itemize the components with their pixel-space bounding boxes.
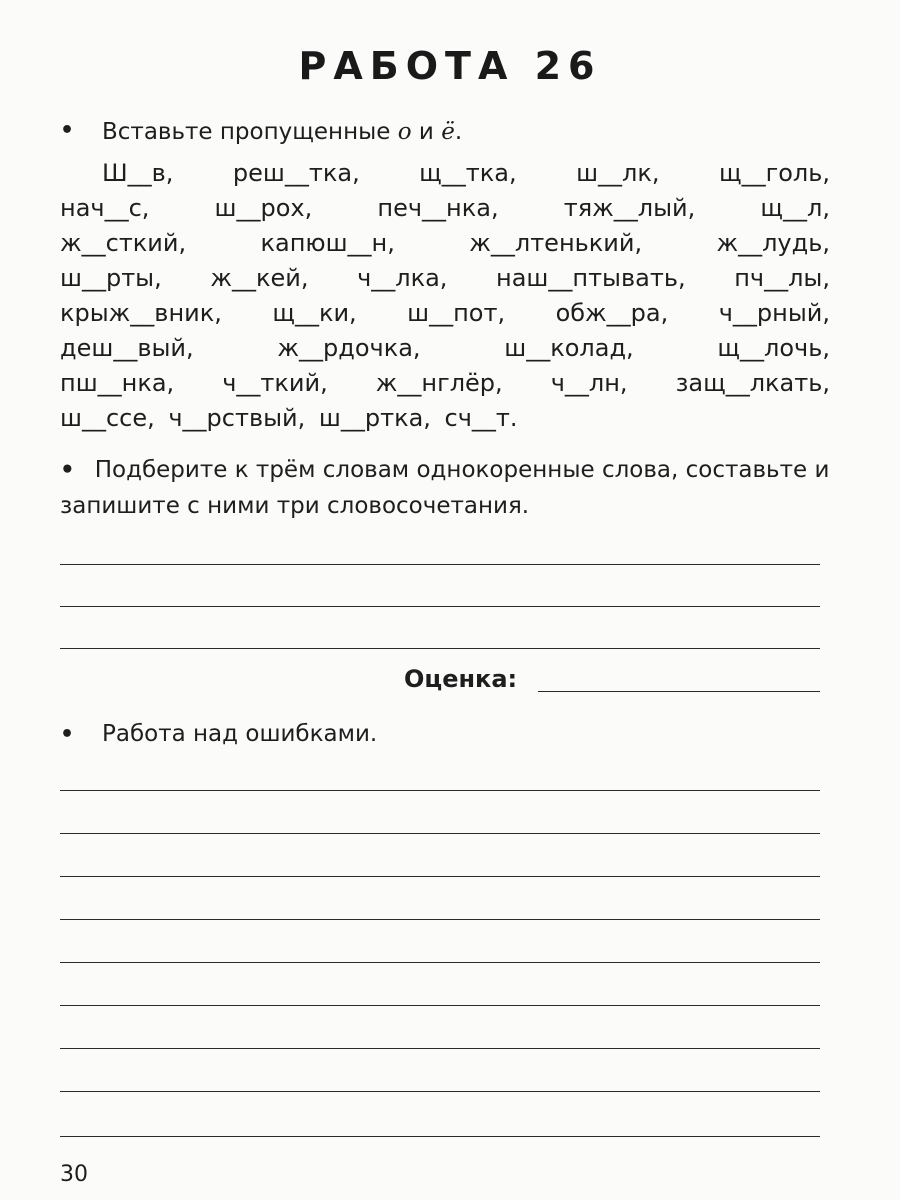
grade-field[interactable]	[538, 691, 820, 692]
exercise-line: ш__ссе, ч__рствый, ш__ртка, сч__т.	[60, 404, 518, 432]
instruction-prefix: Вставьте пропущенные	[102, 119, 398, 145]
writing-line[interactable]	[60, 564, 820, 565]
page-number: 30	[60, 1162, 88, 1187]
grade-label: Оценка:	[404, 665, 518, 693]
writing-line[interactable]	[60, 1005, 820, 1006]
instruction-conj: и	[411, 119, 442, 145]
writing-line[interactable]	[60, 1091, 820, 1092]
writing-line[interactable]	[60, 1136, 820, 1137]
exercise-line: ш__рты, ж__кей, ч__лка, наш__птывать, пч__лы,	[60, 264, 830, 292]
writing-line[interactable]	[60, 606, 820, 607]
letter-yo: ё	[441, 119, 455, 145]
bullet-marker: •	[60, 118, 75, 143]
instruction-suffix: .	[454, 119, 463, 145]
task-2-instruction	[60, 452, 830, 524]
writing-line[interactable]	[60, 919, 820, 920]
exercise-line: крыж__вник, щ__ки, ш__пот, обж__ра, ч__рный,	[60, 299, 830, 327]
writing-line[interactable]	[60, 876, 820, 877]
writing-line[interactable]	[60, 962, 820, 963]
writing-line[interactable]	[60, 790, 820, 791]
exercise-line: Ш__в, реш__тка, щ__тка, ш__лк, щ__голь,	[102, 159, 830, 187]
exercise-line: пш__нка, ч__ткий, ж__нглёр, ч__лн, защ__лкать,	[60, 369, 830, 397]
task-2-text: Подберите к трём словам однокоренные слова, составьте и запишите с ними три словосочетания.	[60, 457, 830, 519]
writing-line[interactable]	[60, 648, 820, 649]
letter-o: о	[397, 119, 412, 145]
exercise-line: деш__вый, ж__рдочка, ш__колад, щ__лочь,	[60, 334, 830, 362]
bullet-marker: •	[60, 722, 75, 747]
exercise-line: ж__сткий, капюш__н, ж__лтенький, ж__лудь,	[60, 229, 830, 257]
writing-line[interactable]	[60, 1048, 820, 1049]
task-3-instruction: Работа над ошибками.	[102, 721, 378, 747]
task-instruction	[102, 114, 840, 150]
writing-line[interactable]	[60, 833, 820, 834]
bullet-marker: •	[60, 457, 75, 483]
exercise-line: нач__с, ш__рох, печ__нка, тяж__лый, щ__л,	[60, 194, 830, 222]
page-title: РАБОТА 26	[298, 44, 602, 88]
